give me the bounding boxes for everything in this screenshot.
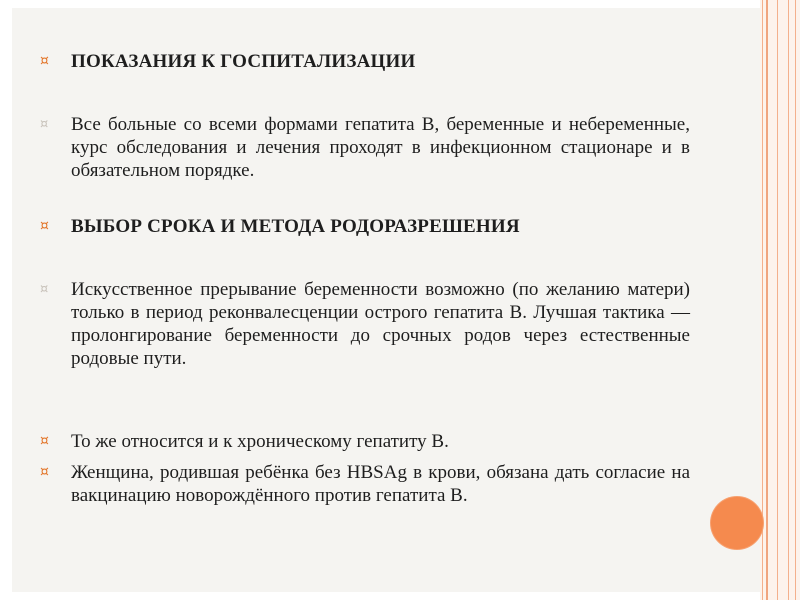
orange-bullet-icon: ¤: [40, 53, 49, 69]
decorative-stripe: [766, 0, 768, 600]
decorative-stripe: [777, 0, 778, 600]
paragraph-text: То же относится и к хроническому гепатиту В.: [71, 431, 449, 452]
paragraph-text: Женщина, родившая ребёнка без HBSAg в крови, обязана дать согласие на вакцинацию новорождённого против гепатита В.: [71, 462, 690, 506]
decorative-stripe: [762, 0, 763, 600]
paragraph-text: Искусственное прерывание беременности возможно (по желанию матери) только в период реконвалесценции острого гепатита В. Лучшая тактика — пролонгирование беременности до срочных родов через естественные родовые пути.: [71, 279, 690, 369]
gray-bullet-icon: ¤: [40, 282, 49, 297]
paragraph-vaccination: [40, 461, 690, 507]
decorative-circle: [711, 497, 763, 549]
section-heading-delivery: [40, 215, 690, 238]
orange-bullet-icon: ¤: [40, 218, 49, 234]
decorative-stripe: [795, 0, 796, 600]
paragraph-hospitalization: [40, 113, 690, 182]
gray-bullet-icon: ¤: [40, 117, 49, 132]
heading-text: ПОКАЗАНИЯ К ГОСПИТАЛИЗАЦИИ: [71, 51, 416, 72]
orange-bullet-icon: ¤: [40, 464, 49, 480]
heading-text: ВЫБОР СРОКА И МЕТОДА РОДОРАЗРЕШЕНИЯ: [71, 216, 520, 237]
paragraph-delivery: [40, 278, 690, 370]
paragraph-text: Все больные со всеми формами гепатита В, беременные и небеременные, курс обследования и лечения проходят в инфекционном стационаре и в обязательном порядке.: [71, 114, 690, 181]
paragraph-chronic: [40, 430, 690, 453]
orange-bullet-icon: ¤: [40, 433, 49, 449]
section-heading-hospitalization: [40, 50, 690, 73]
decorative-stripe: [788, 0, 789, 600]
